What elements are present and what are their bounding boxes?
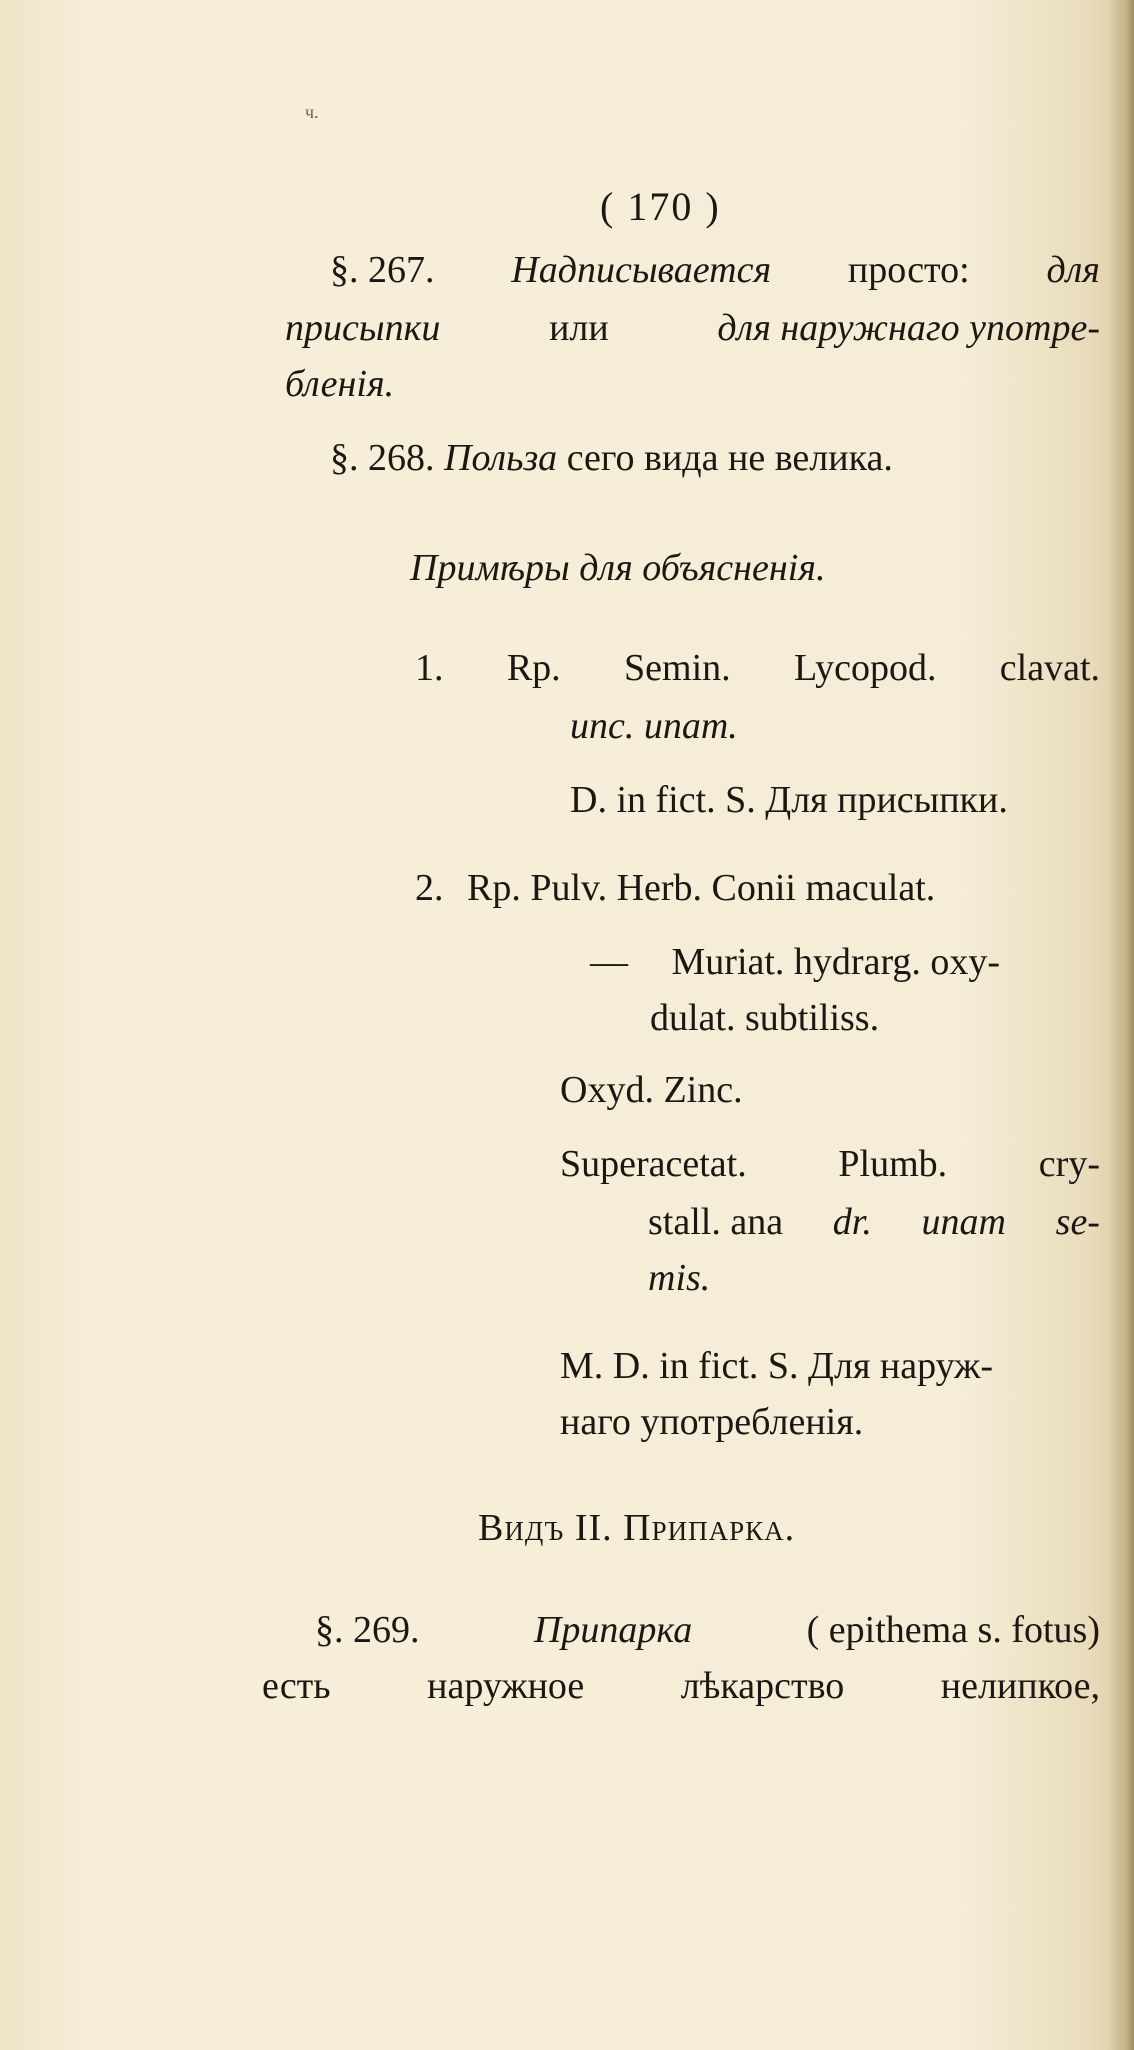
example-2-line-3: dulat. subtiliss. — [650, 997, 880, 1039]
recipe-word: clavat. — [999, 647, 1100, 689]
ditto-dash: — — [590, 941, 628, 983]
body-text: сего вида не велика. — [566, 437, 893, 479]
body-word: лѣкарство — [680, 1665, 845, 1707]
example-2-signature-1: M. D. in fict. S. Для наруж- — [560, 1345, 994, 1387]
example-2-line-7: mis. — [648, 1257, 711, 1299]
recipe-word: dr. — [832, 1201, 872, 1243]
example-number: 2. — [415, 867, 444, 909]
emphasis-word: Польза — [444, 437, 558, 479]
example-2-line-6 — [648, 1200, 1100, 1244]
body-word: просто: — [847, 249, 970, 291]
recipe-word: Superacetat. — [560, 1143, 747, 1185]
paragraph-267-line-3: бленія. — [285, 363, 395, 405]
recipe-word: Rp. — [506, 647, 561, 689]
recipe-word: Plumb. — [838, 1143, 948, 1185]
example-1-signature: D. in fict. S. Для присыпки. — [570, 779, 1008, 821]
recipe-word: stall. ana — [648, 1201, 784, 1243]
body-word: нелипкое, — [940, 1665, 1100, 1707]
body-word: или — [549, 307, 609, 349]
examples-heading: Примѣры для объясненія. — [410, 547, 826, 589]
paragraph-267-line-2 — [285, 306, 1100, 350]
section-number-269: §. 269. — [315, 1609, 420, 1651]
section-number-267: §. 267. — [330, 249, 435, 291]
emphasis-word: присыпки — [285, 307, 441, 349]
example-number: 1. — [415, 647, 444, 689]
recipe-text: Rp. Pulv. Herb. Conii maculat. — [467, 867, 936, 909]
example-1-line-2: unc. unam. — [570, 705, 738, 747]
emphasis-word: Надписывается — [511, 249, 772, 291]
emphasis-word: Припарка — [533, 1609, 693, 1651]
page-number: ( 170 ) — [600, 184, 721, 229]
body-word: наружное — [427, 1665, 585, 1707]
recipe-word: se- — [1055, 1201, 1100, 1243]
example-2-line-1 — [415, 866, 935, 910]
body-word: есть — [262, 1665, 331, 1707]
page-edge-shadow — [1108, 0, 1134, 2050]
example-1-line-1 — [415, 646, 1100, 690]
section-heading: Видъ II. Припарка. — [478, 1507, 796, 1549]
example-2-line-4: Oxyd. Zinc. — [560, 1069, 743, 1111]
example-2-line-5 — [560, 1142, 1100, 1186]
recipe-word: cry- — [1038, 1143, 1100, 1185]
paragraph-269-line-2 — [262, 1664, 1100, 1708]
recipe-word: unam — [921, 1201, 1006, 1243]
paragraph-268 — [330, 436, 893, 480]
paragraph-267-line-1 — [330, 248, 1100, 292]
body-text: ( epithema s. fotus) — [806, 1609, 1100, 1651]
recipe-text: Muriat. hydrarg. oxy- — [671, 941, 1001, 983]
recipe-word: Semin. — [624, 647, 731, 689]
example-2-line-2 — [590, 940, 1000, 984]
emphasis-word: для — [1046, 249, 1100, 291]
recipe-word: Lycopod. — [793, 647, 937, 689]
paragraph-269-line-1 — [315, 1608, 1100, 1652]
example-2-signature-2: наго употребленія. — [560, 1401, 864, 1443]
emphasis-phrase: для наружнаго употре- — [717, 307, 1100, 349]
section-number-268: §. 268. — [330, 437, 435, 479]
stray-mark: ч. — [305, 102, 319, 122]
